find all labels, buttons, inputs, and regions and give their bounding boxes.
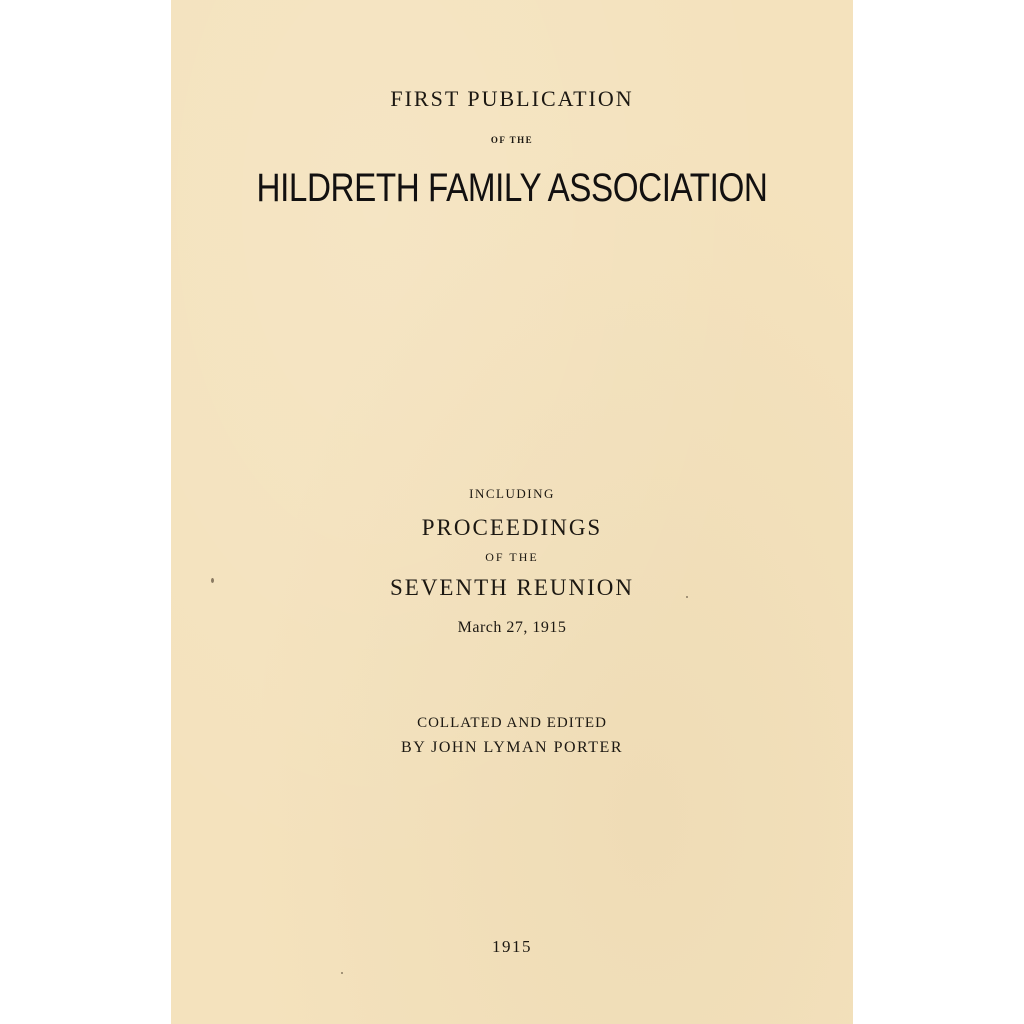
including-label: INCLUDING (469, 486, 555, 501)
publication-year: 1915 (492, 937, 532, 956)
paper-speck (341, 972, 343, 974)
title-page (171, 0, 853, 1024)
of-the-connector: OF THE (490, 135, 534, 145)
editor-credit: BY JOHN LYMAN PORTER (401, 739, 623, 756)
collated-label: COLLATED AND EDITED (417, 715, 607, 731)
association-title: HILDRETH FAMILY ASSOCIATION (256, 166, 768, 210)
of-the-connector-2: OF THE (485, 550, 539, 564)
paper-speck (211, 578, 214, 583)
paper-speck (686, 596, 688, 598)
first-publication-heading: FIRST PUBLICATION (390, 86, 634, 111)
seventh-reunion-heading: SEVENTH REUNION (389, 575, 634, 600)
reunion-date: March 27, 1915 (457, 619, 567, 636)
proceedings-heading: PROCEEDINGS (421, 515, 603, 540)
